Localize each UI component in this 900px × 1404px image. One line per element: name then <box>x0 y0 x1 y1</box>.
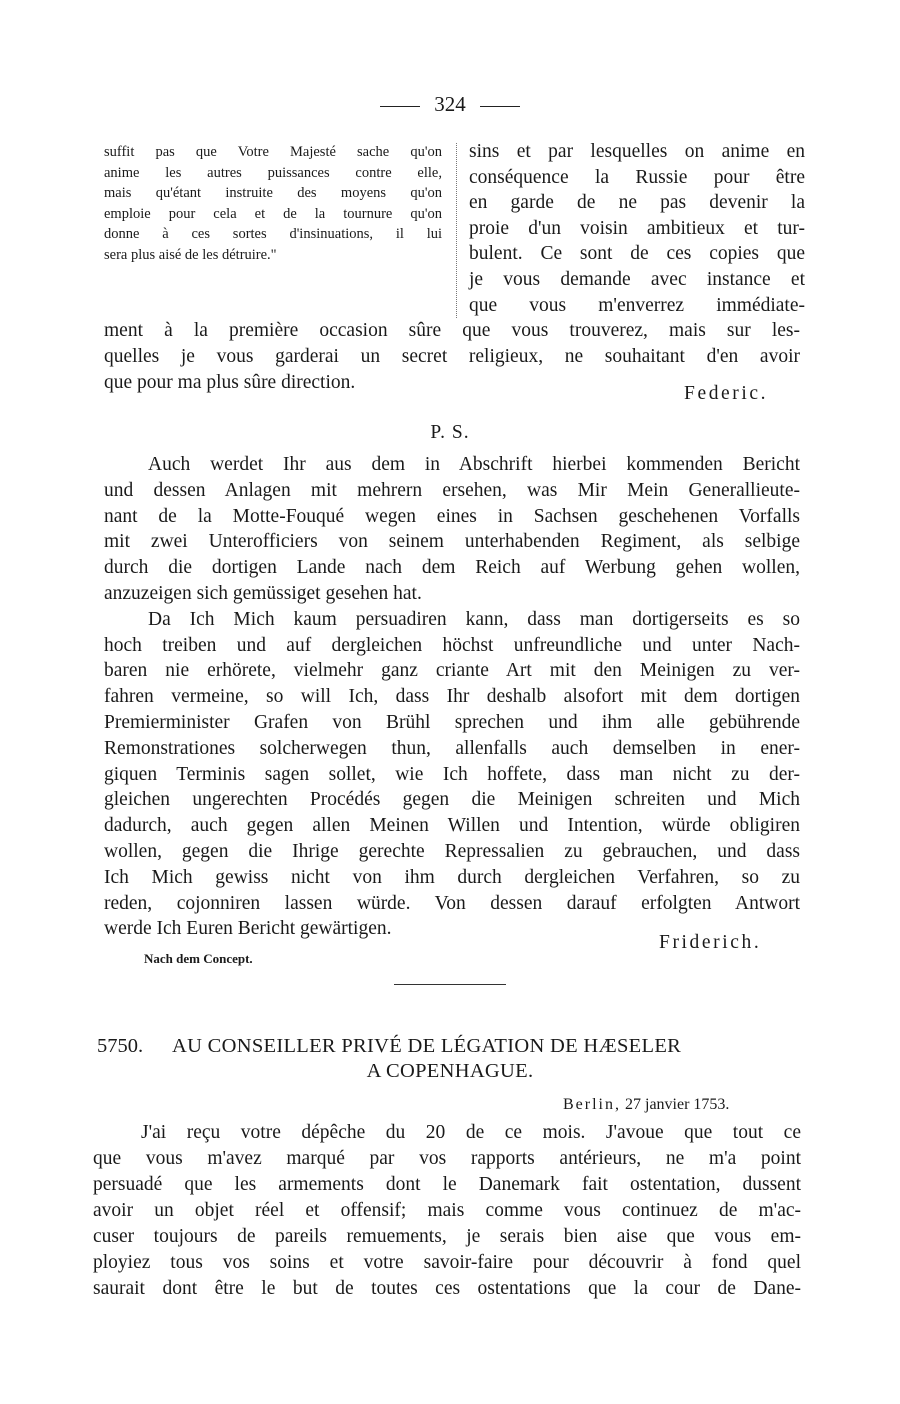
date: 27 janvier 1753. <box>625 1096 730 1113</box>
text-line: fahren vermeine, so will Ich, dass Ihr deshalb alsofort mit dem dortigen <box>104 686 800 708</box>
text-line: que vous m'avez marqué par vos rapports antérieurs, ne m'a point <box>93 1148 801 1169</box>
footnote-line: mais qu'étant instruite des moyens qu'on <box>104 185 442 201</box>
text-line: Premierminister Grafen von Brühl sprechen und ihm alle gebührende <box>104 711 800 733</box>
column-separator <box>456 143 457 318</box>
text-line: baren nie erhörete, vielmehr ganz criante Art mit den Meinigen zu ver- <box>104 660 800 682</box>
letter-title: AU CONSEILLER PRIVÉ DE LÉGATION DE HÆSELER <box>172 1035 682 1057</box>
text-line: nant de la Motte-Fouqué wegen eines in Sachsen geschehenen Vorfalls <box>104 505 800 527</box>
dateline <box>563 1096 729 1114</box>
footnote-line: suffit pas que Votre Majesté sache qu'on <box>104 144 442 160</box>
footnote-line: donne à ces sortes d'insinuations, il lui <box>104 226 442 242</box>
text-line: saurait dont être le but de toutes ces ostentations que la cour de Dane- <box>93 1278 801 1299</box>
text-line: anzuzeigen sich gemüssiget gesehen hat. <box>104 582 422 604</box>
footnote-line: emploie pour cela et de la tournure qu'on <box>104 205 442 222</box>
text-line: J'ai reçu votre dépêche du 20 de ce mois. J'avoue que tout ce <box>141 1122 801 1143</box>
text-line: que vous m'enverrez immédiate- <box>469 294 805 316</box>
text-line: sins et par lesquelles on anime en <box>469 141 805 162</box>
source-note: Nach dem Concept. <box>144 951 253 966</box>
postscript-text <box>104 452 800 942</box>
text-line: giquen Terminis sagen sollet, wie Ich hoffete, dass man nicht zu der- <box>104 763 800 785</box>
right-column-text <box>469 139 805 318</box>
text-line: reden, cojonniren lassen würde. Von dessen darauf erfolgten Antwort <box>104 892 800 914</box>
letter-body <box>93 1120 801 1302</box>
text-line: ployiez tous vos soins et votre savoir-faire pour découvrir à fond quel <box>93 1252 801 1273</box>
text-line: cuser toujours de pareils remuements, je serais bien aise que vous em- <box>93 1226 801 1247</box>
text-line: durch die dortigen Lande nach dem Reich auf Werbung gehen wollen, <box>104 557 800 579</box>
text-line: que pour ma plus sûre direction. <box>104 371 356 393</box>
text-line: Da Ich Mich kaum persuadiren kann, dass man dortigerseits es so <box>148 608 800 630</box>
signature: Federic. <box>684 383 769 404</box>
text-line: Remonstrationes solcherwegen thun, allenfalls auch demselben in ener- <box>104 737 800 759</box>
header-rule-right <box>480 106 520 107</box>
text-line: en garde de ne pas devenir la <box>469 192 805 214</box>
footnote-block <box>104 142 442 265</box>
footnote-line: anime les autres puissances contre elle, <box>104 164 442 181</box>
place: Berlin, <box>563 1096 621 1113</box>
text-line: Auch werdet Ihr aus dem in Abschrift hierbei kommenden Bericht <box>148 454 800 475</box>
text-line: wollen, gegen die Ihrige gerechte Repressalien zu gebrauchen, und dass <box>104 840 800 862</box>
signature: Friderich. <box>659 932 762 953</box>
letter-title-line-2: A COPENHAGUE. <box>366 1060 534 1082</box>
page-header <box>0 92 900 117</box>
letter-number: 5750. <box>97 1035 144 1057</box>
text-line: quelles je vous garderai un secret religieux, ne souhaitant d'en avoir <box>104 345 800 367</box>
text-line: und dessen Anlagen mit mehrern ersehen, was Mir Mein Generallieute- <box>104 479 800 501</box>
text-line: persuadé que les armements dont le Danemark fait ostentation, dussent <box>93 1174 801 1195</box>
text-line: bulent. Ce sont de ces copies que <box>469 243 805 265</box>
text-line: ment à la première occasion sûre que vous trouverez, mais sur les- <box>104 320 800 341</box>
page-number: 324 <box>434 92 466 116</box>
text-line: conséquence la Russie pour être <box>469 166 805 188</box>
text-line: gleichen ungerechten Procédés gegen die Meinigen schreiten und Mich <box>104 789 800 811</box>
text-line: dadurch, auch gegen allen Meinen Willen und Intention, würde obligiren <box>104 815 800 837</box>
text-line: avoir un objet réel et offensif; mais comme vous continuez de m'ac- <box>93 1200 801 1221</box>
section-divider <box>394 984 506 985</box>
text-line: werde Ich Euren Bericht gewärtigen. <box>104 918 392 940</box>
ps-heading: P. S. <box>430 422 470 443</box>
text-line: proie d'un voisin ambitieux et tur- <box>469 217 805 239</box>
text-line: je vous demande avec instance et <box>469 268 805 290</box>
footnote-line: sera plus aisé de les détruire." <box>104 246 277 263</box>
text-line: hoch treiben und auf dergleichen höchst unfreundliche und unter Nach- <box>104 634 800 656</box>
text-line: mit zwei Unterofficiers von seinem unterhabenden Regiment, als selbige <box>104 531 800 553</box>
header-rule-left <box>380 106 420 107</box>
text-line: Ich Mich gewiss nicht von ihm durch dergleichen Verfahren, so zu <box>104 866 800 888</box>
